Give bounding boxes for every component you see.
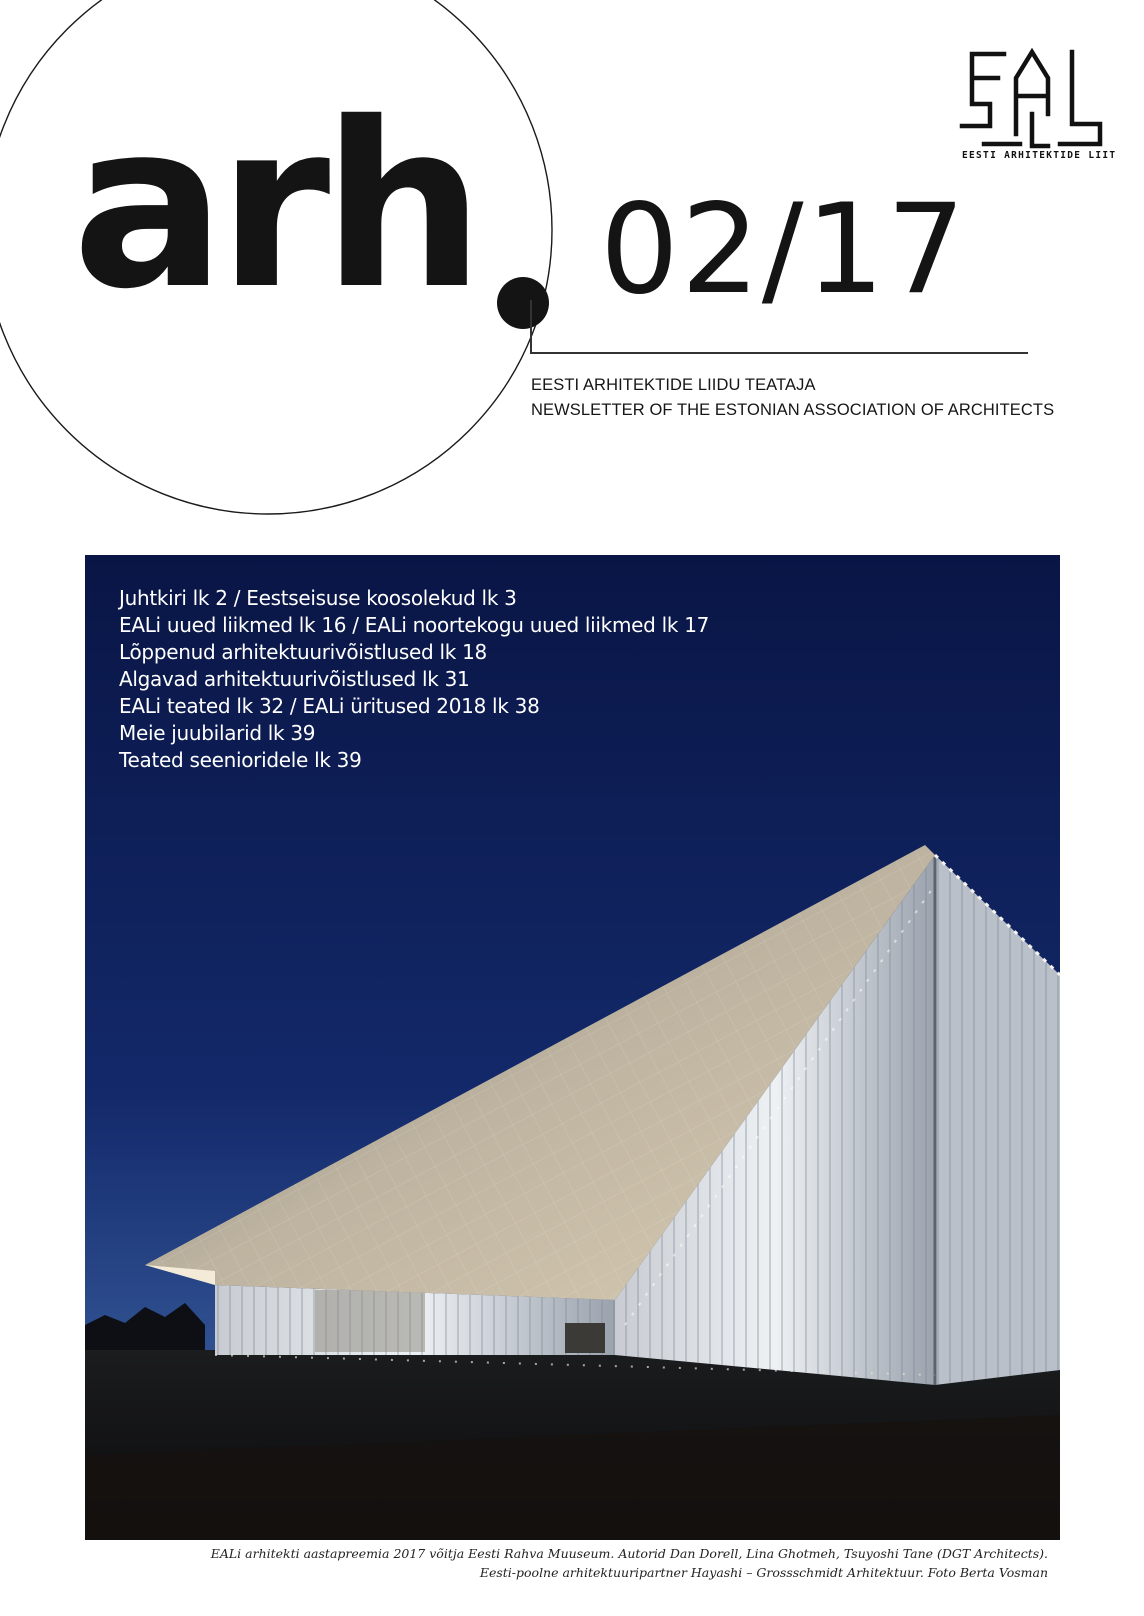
caption-line-2: Eesti-poolne arhitektuuripartner Hayashi – Grossschmidt Arhitektuur. Foto Berta Vosman <box>479 1565 1048 1580</box>
masthead-title: arh <box>72 73 477 339</box>
eal-logo-mark: EAL <box>1035 40 1037 41</box>
masthead-dot <box>497 277 549 329</box>
subtitle-estonian: EESTI ARHITEKTIDE LIIDU TEATAJA <box>531 376 816 394</box>
subtitle-english: NEWSLETTER OF THE ESTONIAN ASSOCIATION OF ARCHITECTS <box>531 401 1055 419</box>
toc-item: Juhtkiri lk 2 / Eestseisuse koosolekud lk 3 <box>119 586 517 610</box>
toc-item: Meie juubilarid lk 39 <box>119 721 316 745</box>
newsletter-subtitle <box>531 373 1054 423</box>
eal-logo-icon <box>960 40 1117 164</box>
caption-line-1: EALi arhitekti aastapreemia 2017 võitja Eesti Rahva Muuseum. Autorid Dan Dorell, Lina Ghotmeh, Tsuyoshi Tane (DGT Architects). <box>210 1546 1048 1561</box>
divider-vertical <box>530 300 532 353</box>
eal-logo-name: EESTI ARHITEKTIDE LIIT <box>962 150 1117 161</box>
toc-item: Teated seenioridele lk 39 <box>119 748 362 772</box>
table-of-contents <box>119 585 709 774</box>
toc-item: EALi teated lk 32 / EALi üritused 2018 lk 38 <box>119 694 540 718</box>
issue-number: 02/17 <box>600 178 968 322</box>
divider-horizontal <box>530 352 1028 354</box>
toc-item: EALi uued liikmed lk 16 / EALi noortekogu uued liikmed lk 17 <box>119 613 710 637</box>
photo-caption <box>211 1544 1048 1582</box>
toc-item: Algavad arhitektuurivõistlused lk 31 <box>119 667 470 691</box>
cover-photo <box>85 555 1060 1540</box>
toc-item: Lõppenud arhitektuurivõistlused lk 18 <box>119 640 487 664</box>
